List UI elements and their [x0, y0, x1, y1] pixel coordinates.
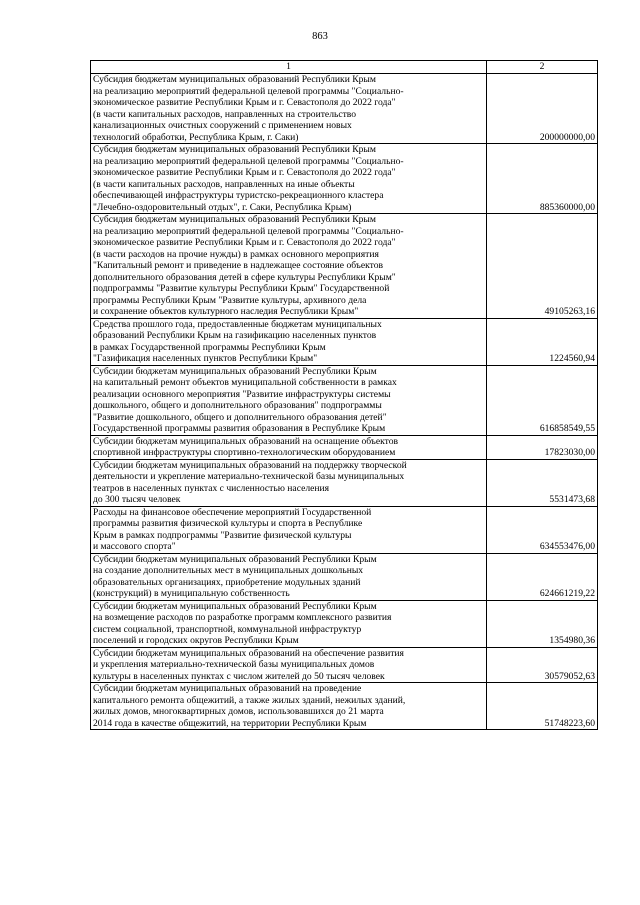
row-description: Субсидия бюджетам муниципальных образований Республики Крым на реализацию мероприятий федеральной целевой программы "Социально- экономическое развитие Республики Крым и г. Севастополя до 2022 года" (в части расходов на прочие нужды) в рамках основного мероприятия "Капитальный ремонт и приведение в надлежащее состояние объектов дополнительного образования детей в сфере культуры Республики Крым" подпрограммы "Развитие культуры Республики Крым" Государственной программы Республики Крым "Развитие культуры, архивного дела и сохранение объектов культурного наследия Республики Крым" — [91, 214, 487, 319]
row-amount: 200000000,00 — [487, 74, 598, 144]
row-amount: 616858549,55 — [487, 365, 598, 435]
table-row — [91, 683, 598, 730]
row-amount: 1224560,94 — [487, 318, 598, 365]
row-description: Субсидия бюджетам муниципальных образований Республики Крым на реализацию мероприятий федеральной целевой программы "Социально- экономическое развитие Республики Крым и г. Севастополя до 2022 года" (в части капитальных расходов, направленных на иные объекты обеспечивающей инфраструктуры туристско-рекреационного кластера "Лечебно-оздоровительный отдых", г. Саки, Республика Крым) — [91, 144, 487, 214]
column-header-amount: 2 — [487, 61, 598, 74]
row-amount: 49105263,16 — [487, 214, 598, 319]
row-description: Субсидия бюджетам муниципальных образований Республики Крым на реализацию мероприятий федеральной целевой программы "Социально- экономическое развитие Республики Крым и г. Севастополя до 2022 года" (в части капитальных расходов, направленных на строительство канализационных очистных сооружений с применением новых технологий обработки, Республика Крым, г. Саки) — [91, 74, 487, 144]
row-amount: 1354980,36 — [487, 600, 598, 647]
table-row — [91, 506, 598, 553]
row-description: Расходы на финансовое обеспечение мероприятий Государственной программы развития физической культуры и спорта в Республике Крым в рамках подпрограммы "Развитие физической культуры и массового спорта" — [91, 506, 487, 553]
table-row — [91, 600, 598, 647]
row-description: Субсидии бюджетам муниципальных образований Республики Крым на возмещение расходов по разработке программ комплексного развития систем социальной, транспортной, коммунальной инфраструктур поселений и городских округов Республики Крым — [91, 600, 487, 647]
row-amount: 51748223,60 — [487, 683, 598, 730]
table-row — [91, 74, 598, 144]
row-description: Средства прошлого года, предоставленные бюджетам муниципальных образований Республики Крым на газификацию населенных пунктов в рамках Государственной программы Республики Крым "Газификация населенных пунктов Республики Крым" — [91, 318, 487, 365]
table-row — [91, 144, 598, 214]
table-header-row — [91, 61, 598, 74]
row-amount: 5531473,68 — [487, 459, 598, 506]
page-number: 863 — [312, 31, 328, 42]
row-amount: 17823030,00 — [487, 435, 598, 459]
row-amount: 885360000,00 — [487, 144, 598, 214]
table-row — [91, 553, 598, 600]
column-header-description: 1 — [91, 61, 487, 74]
table-row — [91, 318, 598, 365]
row-description: Субсидии бюджетам муниципальных образований на поддержку творческой деятельности и укрепление материально-технической базы муниципальных театров в населенных пунктах с численностью населения до 300 тысяч человек — [91, 459, 487, 506]
table-row — [91, 647, 598, 683]
row-amount: 624661219,22 — [487, 553, 598, 600]
row-description: Субсидии бюджетам муниципальных образований на оснащение объектов спортивной инфраструктуры спортивно-технологическим оборудованием — [91, 435, 487, 459]
row-amount: 30579052,63 — [487, 647, 598, 683]
table-row — [91, 459, 598, 506]
row-description: Субсидии бюджетам муниципальных образований на проведение капитального ремонта общежитий, а также жилых зданий, нежилых зданий, жилых домов, многоквартирных домов, использовавшихся до 21 марта 2014 года в качестве общежитий, на территории Республики Крым — [91, 683, 487, 730]
row-description: Субсидии бюджетам муниципальных образований на обеспечение развития и укрепления материально-технической базы муниципальных домов культуры в населенных пунктах с числом жителей до 50 тысяч человек — [91, 647, 487, 683]
row-amount: 634553476,00 — [487, 506, 598, 553]
budget-table — [90, 60, 598, 730]
table-row — [91, 365, 598, 435]
table-row — [91, 214, 598, 319]
row-description: Субсидии бюджетам муниципальных образований Республики Крым на капитальный ремонт объектов муниципальной собственности в рамках реализации основного мероприятия "Развитие инфраструктуры системы дошкольного, общего и дополнительного образования" подпрограммы "Развитие дошкольного, общего и дополнительного образования детей" Государственной программы развития образования в Республике Крым — [91, 365, 487, 435]
row-description: Субсидии бюджетам муниципальных образований Республики Крым на создание дополнительных мест в муниципальных дошкольных образовательных организациях, приобретение модульных зданий (конструкций) в муниципальную собственность — [91, 553, 487, 600]
table-row — [91, 435, 598, 459]
